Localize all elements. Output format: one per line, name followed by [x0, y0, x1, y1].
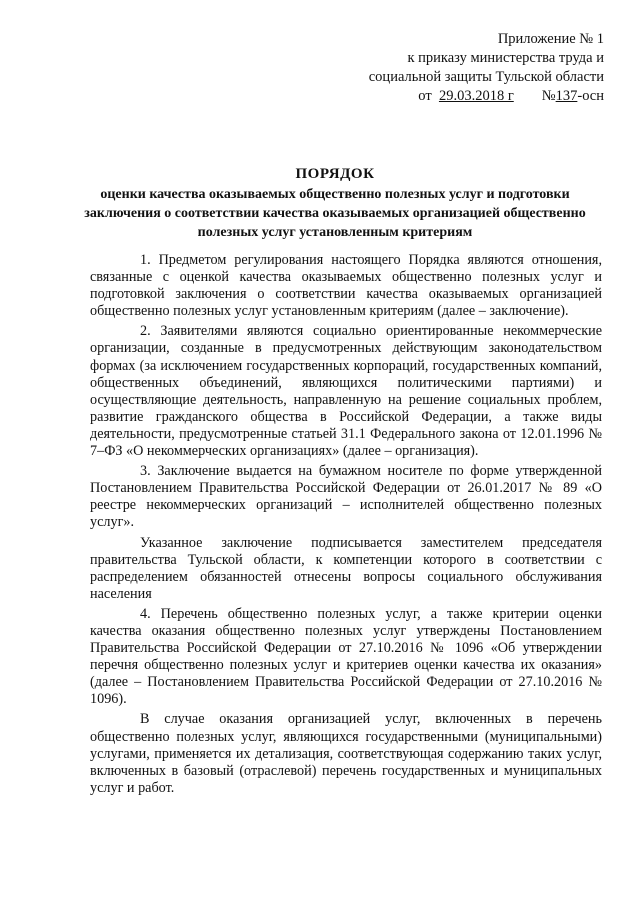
document-heading: ПОРЯДОК — [295, 166, 375, 182]
document-body — [90, 252, 602, 797]
annex-title: Приложение № 1 — [497, 31, 604, 47]
paragraph-3-signature: Указанное заключение подписывается заместителем председателя правительства Тульской области, к компетенции которого в соответствии с распределением обязанностей отнесены вопросы социального обслуживания населения — [90, 534, 602, 602]
paragraph-2: 2. Заявителями являются социально ориентированные некоммерческие организации, созданные в предусмотренных действующим законодательством формах (за исключением государственных корпораций, государственных компаний, общественных объединений, являющихся политическими партиями) и осуществляющие деятельность, направленную на решение социальных проблем, развитие гражданского общества в Российской Федерации, а также виды деятельности, предусмотренные статьей 31.1 Федерального закона от 12.01.1996 № 7–ФЗ «О некоммерческих организациях» (далее – организация). — [90, 323, 602, 460]
paragraph-4: 4. Перечень общественно полезных услуг, а также критерии оценки качества оказания общественно полезных услуг утверждены Постановлением Правительства Российской Федерации от 27.10.2016 № 1096 «Об утверждении перечня общественно полезных услуг и критериев оценки качества их оказания» (далее – Постановлением Правительства Российской Федерации от 27.10.2016 № 1096). — [90, 605, 602, 708]
annex-header — [369, 30, 604, 106]
annex-date-prefix: от — [418, 88, 432, 104]
paragraph-3: 3. Заключение выдается на бумажном носителе по форме утвержденной Постановлением Правительства Российской Федерации от 26.01.2017 № 89 «О реестре некоммерческих организаций – исполнителей общественно полезных услуг». — [90, 463, 602, 531]
annex-number-prefix: № — [541, 88, 556, 104]
annex-number: 137 — [555, 88, 578, 104]
document-subheading: оценки качества оказываемых общественно полезных услуг и подготовки заключения о соответствии качества оказываемых организацией общественно полезных услуг установленным критериям — [84, 187, 586, 240]
annex-number-suffix: -осн — [577, 88, 604, 104]
paragraph-1: 1. Предметом регулирования настоящего Порядка являются отношения, связанные с оценкой качества оказываемых общественно полезных услуг и подготовкой заключения о соответствии качества оказываемых организацией общественно полезных услуг установленным критериям (далее – заключение). — [90, 252, 602, 320]
document-title-block — [80, 163, 590, 242]
annex-date: 29.03.2018 г — [438, 88, 514, 104]
annex-ministry-line: социальной защиты Тульской области — [368, 69, 604, 85]
annex-date-line — [369, 87, 604, 106]
paragraph-4-detail: В случае оказания организацией услуг, включенных в перечень общественно полезных услуг, являющихся государственными (муниципальными) услугами, применяется их детализация, соответствующая содержанию таких услуг, включенных в базовый (отраслевой) перечень государственных и муниципальных услуг и работ. — [90, 711, 602, 796]
annex-order-line: к приказу министерства труда и — [407, 50, 604, 66]
